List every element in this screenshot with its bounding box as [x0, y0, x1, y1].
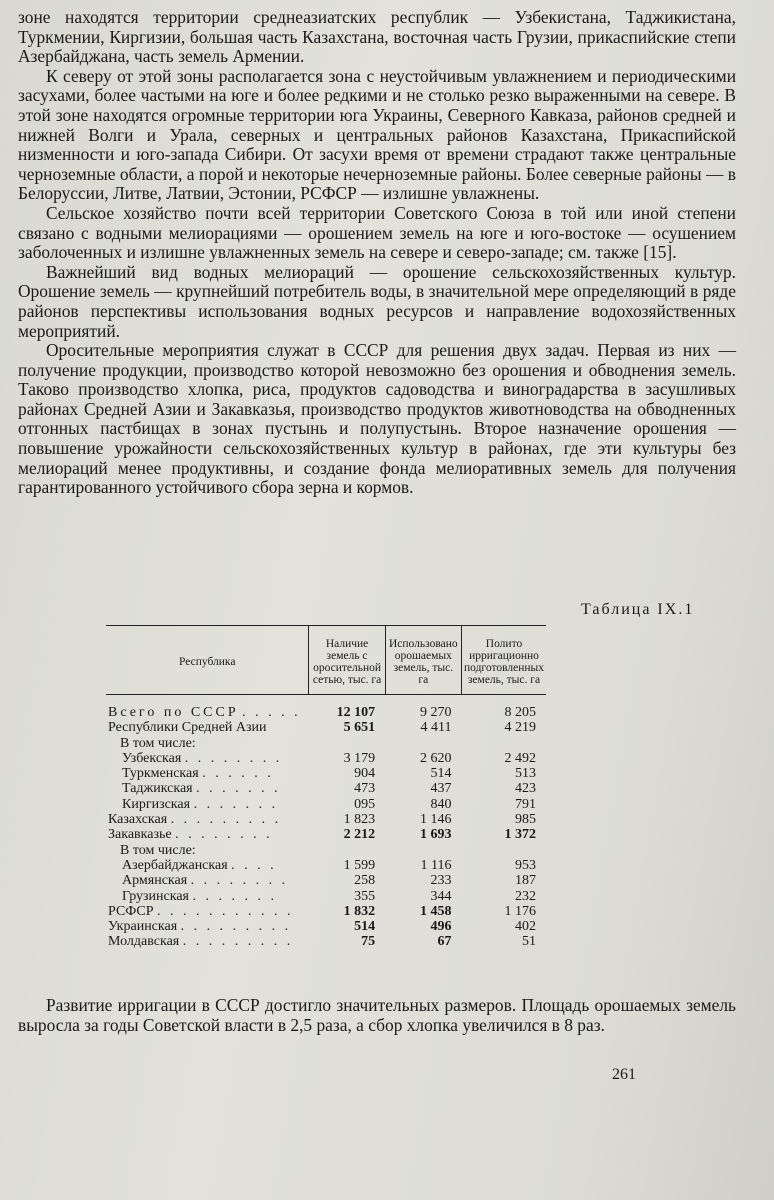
cell: 514 [430, 766, 452, 782]
cell: 4 219 [504, 720, 536, 736]
cell: 355 [354, 888, 376, 904]
header-watered-land: Полито ирригационно подготовленных земель, тыс. га [462, 626, 547, 695]
table-row [106, 934, 546, 949]
cell: 9 270 [420, 705, 452, 720]
table-row [106, 781, 546, 796]
cell: 258 [354, 873, 376, 889]
paragraph: Развитие ирригации в СССР достигло значительных размеров. Площадь орошаемых земель выросла за годы Советской власти в 2,5 раза, а сбор хлопка увеличился в 8 раз. [18, 995, 736, 1035]
page-number: 261 [612, 1066, 636, 1083]
cell: 496 [430, 919, 452, 935]
body-text [18, 8, 736, 498]
header-irrigated-land: Наличие земель с оросительной сетью, тыс. га [309, 626, 385, 695]
cell: 095 [354, 796, 376, 812]
cell: 985 [515, 812, 536, 828]
data-table [106, 625, 546, 950]
table-header-row [106, 626, 546, 695]
table-caption: Таблица IX.1 [581, 601, 695, 618]
row-label: Узбекская . . . . . . . . [122, 750, 283, 766]
table-row [106, 919, 546, 934]
cell: 513 [515, 766, 536, 782]
table-row [106, 705, 546, 720]
row-label: Киргизская . . . . . . . [122, 796, 279, 812]
cell: 1 693 [420, 827, 452, 843]
header-used-land: Использовано орошаемых земель, тыс. га [385, 626, 461, 695]
table-row [106, 797, 546, 812]
row-label: Азербайджанская . . . . [122, 857, 277, 873]
cell: 840 [430, 796, 452, 812]
row-label: Армянская . . . . . . . . [122, 873, 289, 889]
cell: 67 [437, 934, 452, 950]
row-label: Молдавская . . . . . . . . . [108, 934, 294, 950]
cell: 423 [515, 781, 536, 797]
cell: 1 832 [343, 903, 376, 919]
cell: 232 [515, 888, 536, 904]
table-row [106, 766, 546, 781]
cell: 473 [354, 781, 376, 797]
cell: 233 [430, 873, 452, 889]
table-row [106, 904, 546, 919]
row-label: Таджикская . . . . . . . [122, 781, 281, 797]
cell: 8 205 [504, 705, 536, 720]
row-label: РСФСР . . . . . . . . . . . [108, 903, 294, 919]
cell: 51 [522, 934, 536, 950]
cell: 187 [515, 873, 536, 889]
header-republic: Республика [106, 626, 309, 695]
row-label: Туркменская . . . . . . [122, 766, 274, 782]
cell: 5 651 [343, 720, 376, 736]
cell: 75 [361, 934, 376, 950]
cell: 791 [515, 796, 536, 812]
row-label: Грузинская . . . . . . . [122, 888, 277, 904]
cell: 1 458 [420, 903, 452, 919]
cell: 953 [515, 857, 536, 873]
row-label: Казахская . . . . . . . . . [108, 812, 282, 828]
table-row [106, 827, 546, 842]
paragraph: К северу от этой зоны располагается зона с неустойчивым увлажнением и периодическими засухами, более частыми на юге и более редкими и не столько резко выраженными на севере. В этой зоне находятся огромные территории юга Украины, Северного Кавказа, районов средней и нижней Волги и Урала, северных и центральных районов Казахстана, Прикаспийской низменности и юго-запада Сибири. От засухи время от времени страдают также центральные черноземные области, а порой и некоторые нечерноземные районы. Более северные районы — в Белоруссии, Литве, Латвии, Эстонии, РСФСР — излишне увлажнены. [18, 65, 736, 204]
cell: 1 116 [420, 857, 452, 873]
cell: 2 620 [420, 750, 452, 766]
cell: 437 [430, 781, 452, 797]
table-row [106, 889, 546, 904]
cell: 3 179 [343, 750, 376, 766]
cell: 1 372 [504, 827, 536, 843]
cell: 514 [354, 919, 376, 935]
table-row [106, 736, 546, 751]
cell: 344 [430, 888, 452, 904]
paragraph: зоне находятся территории среднеазиатских республик — Узбекистана, Таджикистана, Туркмении, Киргизии, большая часть Казахстана, восточная часть Грузии, прикаспийские степи Азербайджана, часть земель Армении. [18, 7, 736, 67]
cell: 1 823 [343, 812, 376, 828]
table-row [106, 720, 546, 735]
table-row [106, 751, 546, 766]
cell: 1 146 [420, 812, 452, 828]
cell: 2 492 [504, 750, 536, 766]
row-label: Закавказье . . . . . . . . [108, 827, 273, 843]
table-row [106, 858, 546, 873]
bottom-text [18, 996, 736, 1036]
row-label: Всего по СССР . . . . . [108, 705, 301, 720]
cell: 2 212 [343, 827, 376, 843]
table-row [106, 873, 546, 888]
cell: 1 176 [504, 903, 536, 919]
cell: 4 411 [420, 720, 452, 736]
paragraph: Оросительные мероприятия служат в СССР для решения двух задач. Первая из них — получение продукции, производство которой невозможно без орошения и обводнения земель. Таково производство хлопка, риса, продуктов садоводства и виноградарства в засушливых районах Средней Азии и Закавказья, производство продуктов животноводства на обводненных отгонных пастбищах в зонах пустынь и полупустынь. Второе назначение орошения — повышение урожайности сельскохозяйственных культур в районах, где эти культуры без мелиораций менее продуктивны, и создание фонда мелиоративных земель для получения гарантированного устойчивого сбора зерна и кормов. [18, 340, 736, 498]
row-label: Республики Средней Азии [108, 720, 267, 736]
table-row [106, 843, 546, 858]
paragraph: Важнейший вид водных мелиораций — орошение сельскохозяйственных культур. Орошение земель — крупнейший потребитель воды, в значительной мере определяющий в ряде районов перспективы использования водных ресурсов и направление водохозяйственных мероприятий. [18, 261, 736, 341]
paragraph: Сельское хозяйство почти всей территории Советского Союза в той или иной степени связано с водными мелиорациями — орошением земель на юге и юго-востоке — осушением заболоченных и излишне увлажненных земель на севере и северо-западе; см. также [15]. [18, 202, 736, 263]
row-label: Украинская . . . . . . . . . [108, 919, 292, 935]
table-row [106, 812, 546, 827]
row-label: В том числе: [120, 735, 196, 751]
cell: 1 599 [343, 857, 376, 873]
cell: 904 [354, 766, 376, 782]
cell: 402 [515, 919, 536, 935]
row-label: В том числе: [120, 842, 196, 858]
cell: 12 107 [336, 705, 376, 720]
